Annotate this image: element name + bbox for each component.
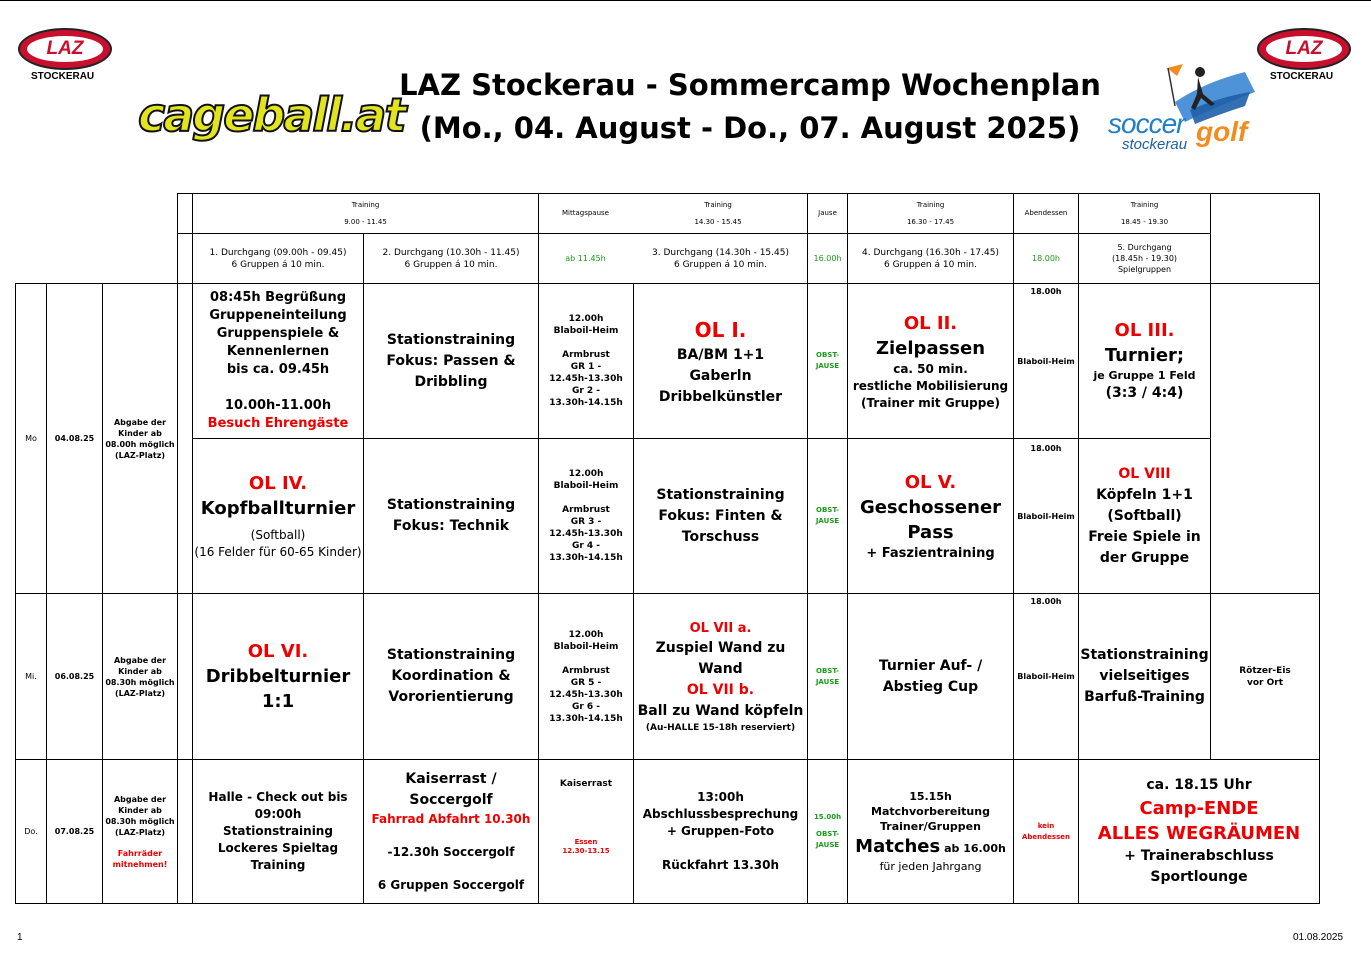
laz-sub-text: STOCKERAU (1270, 71, 1334, 82)
date-label: 04.08.25 (47, 284, 103, 594)
do-durchgang-2: Kaiserrast / Soccergolf Fahrrad Abfahrt 10.30h -12.30h Soccergolf 6 Gruppen Soccergolf (364, 760, 539, 904)
header-jause-time: 16.00h (808, 234, 848, 284)
header-durchgang-5: 5. Durchgang (18.45h - 19.30) Spielgruppen (1079, 234, 1211, 284)
laz-logo-sub-left (31, 71, 94, 82)
do-durchgang-5: ca. 18.15 Uhr Camp-ENDE ALLES WEGRÄUMEN + Trainerabschluss Sportlounge (1079, 760, 1320, 904)
row-monday (16, 284, 1320, 439)
mi-durchgang-4: Turnier Auf- / Abstieg Cup (848, 594, 1014, 760)
date-label: 07.08.25 (47, 760, 103, 904)
header-row-1 (16, 194, 1320, 234)
header-durchgang-2: 2. Durchgang (10.30h - 11.45) 6 Gruppen á 10 min. (364, 234, 539, 284)
header-training-3: Training 16.30 - 17.45 (848, 194, 1014, 234)
top-border (0, 0, 1371, 1)
day-label: Mi. (16, 594, 47, 760)
date-label: 06.08.25 (47, 594, 103, 760)
print-date: 01.08.2025 (1293, 932, 1344, 943)
mo-abendessen: 18.00h Blaboil-Heim (1014, 284, 1079, 439)
title-line-1: LAZ Stockerau - Sommercamp Wochenplan (399, 68, 1101, 102)
abgabe-label: Abgabe der Kinder ab 08.30h möglich (LAZ-Platz) Fahrräder mitnehmen! (103, 760, 178, 904)
laz-logo-text: LAZ (27, 36, 103, 62)
mo-mittag: 12.00h Blaboil-Heim Armbrust GR 1 - 12.45h-13.30h Gr 2 - 13.30h-14.15h (539, 284, 634, 439)
spacer (178, 284, 193, 594)
header-durchgang-4: 4. Durchgang (16.30h - 17.45) 6 Gruppen á 10 min. (848, 234, 1014, 284)
di-ol-8: OL VIII (1118, 465, 1171, 482)
header-durchgang-3: ab 11.45h 3. Durchgang (14.30h - 15.45) 6 Gruppen á 10 min. (539, 234, 808, 284)
do-durchgang-4: 15.15h Matchvorbereitung Trainer/Gruppen Matches ab 16.00h für jeden Jahrgang (848, 760, 1014, 904)
row-thursday (16, 760, 1320, 904)
di-mittag: 12.00h Blaboil-Heim Armbrust GR 3 - 12.45h-13.30h Gr 4 - 13.30h-14.15h (539, 439, 634, 594)
row-wednesday (16, 594, 1320, 760)
di-ol-4: OL IV. (248, 473, 308, 494)
week-plan-table (15, 193, 1320, 904)
mi-jause: OBST-JAUSE (808, 594, 848, 760)
header-spacer (178, 234, 193, 284)
day-label: Do. (16, 760, 47, 904)
mi-ol-7b: OL VII b. (686, 681, 755, 698)
page-title (360, 64, 1140, 150)
header-row-2 (16, 234, 1320, 284)
soccergolf-golf: golf (1196, 116, 1248, 147)
title-line-2: (Mo., 04. August - Do., 07. August 2025) (419, 111, 1081, 145)
spacer (178, 760, 193, 904)
header-training-4: Training 18.45 - 19.30 (1079, 194, 1211, 234)
row-tuesday (16, 439, 1320, 594)
di-durchgang-1: OL IV. Kopfballturnier (Softball) (16 Felder für 60-65 Kinder) (193, 439, 364, 594)
mo-durchgang-4: OL II. Zielpassen ca. 50 min. restliche Mobilisierung (Trainer mit Gruppe) (848, 284, 1014, 439)
laz-logo-right (1257, 28, 1351, 70)
laz-logo-sub-right (1270, 71, 1333, 82)
di-abendessen: 18.00h Blaboil-Heim (1014, 439, 1079, 594)
header-training-1: Training 9.00 - 11.45 (193, 194, 539, 234)
di-durchgang-5: OL VIII Köpfeln 1+1 (Softball) Freie Spiele in der Gruppe (1079, 439, 1211, 594)
di-jause: OBST-JAUSE (808, 439, 848, 594)
mi-mittag: 12.00h Blaboil-Heim Armbrust GR 5 - 12.45h-13.30h Gr 6 - 13.30h-14.15h (539, 594, 634, 760)
mo-durchgang-5: OL III. Turnier; je Gruppe 1 Feld (3:3 / 4:4) (1079, 284, 1211, 439)
mi-extra: Rötzer-Eis vor Ort (1211, 594, 1320, 760)
do-durchgang-3: 13:00h Abschlussbesprechung + Gruppen-Foto Rückfahrt 13.30h (634, 760, 808, 904)
mi-durchgang-3: OL VII a. Zuspiel Wand zu Wand OL VII b. Ball zu Wand köpfeln (Au-HALLE 15-18h reserviert) (634, 594, 808, 760)
abgabe-label: Abgabe der Kinder ab 08.30h möglich (LAZ-Platz) (103, 594, 178, 760)
mi-abendessen: 18.00h Blaboil-Heim (1014, 594, 1079, 760)
do-mittag: Kaiserrast Essen 12.30-13.15 (539, 760, 634, 904)
di-durchgang-3: Stationstraining Fokus: Finten & Torschuss (634, 439, 808, 594)
do-durchgang-1: Halle - Check out bis 09:00h Stationstraining Lockeres Spieltag Training (193, 760, 364, 904)
page-number: 1 (17, 932, 23, 943)
cageball-logo: cageball.at (138, 88, 405, 142)
fahrraeder-hint: Fahrräder mitnehmen! (112, 848, 168, 869)
mo-jause: OBST-JAUSE (808, 284, 848, 439)
header-spacer (178, 194, 193, 234)
soccergolf-stockerau: stockerau (1122, 136, 1188, 153)
soccergolf-soccer: soccer (1108, 108, 1185, 139)
laz-logo-left (18, 28, 112, 70)
mi-durchgang-1: OL VI. Dribbelturnier 1:1 (193, 594, 364, 760)
day-label: Mo (16, 284, 47, 594)
laz-sub-text: STOCKERAU (31, 71, 95, 82)
do-jause: 15.00h OBST-JAUSE (808, 760, 848, 904)
do-fahrrad: Fahrrad Abfahrt 10.30h (371, 812, 531, 826)
header-mittag-time: ab 11.45h (565, 254, 606, 263)
mi-ol-6: OL VI. (247, 641, 309, 662)
header-abendessen: Abendessen (1014, 194, 1079, 234)
mi-durchgang-5: Stationstraining vielseitiges Barfuß-Training (1079, 594, 1211, 760)
abgabe-label: Abgabe der Kinder ab 08.00h möglich (LAZ-Platz) (103, 284, 178, 594)
mi-durchgang-2: Stationstraining Koordination & Vororientierung (364, 594, 539, 760)
mo-ol-1: OL I. (694, 317, 747, 342)
header-extra (1211, 194, 1320, 234)
laz-logo-text: LAZ (1266, 36, 1342, 62)
header-abend-time: 18.00h (1014, 234, 1079, 284)
header-jause: Jause (808, 194, 848, 234)
mo-durchgang-2: Stationstraining Fokus: Passen & Dribbling (364, 284, 539, 439)
di-ol-5: OL V. (904, 471, 957, 493)
mo-ol-3: OL III. (1114, 320, 1175, 341)
mo-ol-2: OL II. (903, 312, 958, 334)
mi-ol-7a: OL VII a. (689, 620, 752, 636)
di-durchgang-4: OL V. Geschossener Pass + Faszientraining (848, 439, 1014, 594)
mo-extra (1211, 284, 1320, 594)
do-camp-ende: Camp-ENDE (1139, 798, 1259, 819)
mo-ehrengaeste: Besuch Ehrengäste (207, 416, 349, 431)
header-durchgang-1: 1. Durchgang (09.00h - 09.45) 6 Gruppen á 10 min. (193, 234, 364, 284)
do-abendessen: kein Abendessen (1014, 760, 1079, 904)
do-wegraeumen: ALLES WEGRÄUMEN (1097, 823, 1301, 844)
spacer (178, 594, 193, 760)
mo-durchgang-1: 08:45h Begrüßung Gruppeneinteilung Gruppenspiele & Kennenlernen bis ca. 09.45h 10.00h-11.00h Besuch Ehrengäste (193, 284, 364, 439)
header-training-2: Mittagspause Training 14.30 - 15.45 (539, 194, 808, 234)
header-extra (1211, 234, 1320, 284)
mo-durchgang-3: OL I. BA/BM 1+1 Gaberln Dribbelkünstler (634, 284, 808, 439)
header-mittag: Mittagspause (562, 209, 609, 217)
di-durchgang-2: Stationstraining Fokus: Technik (364, 439, 539, 594)
do-essen: Essen 12.30-13.15 (562, 838, 610, 855)
